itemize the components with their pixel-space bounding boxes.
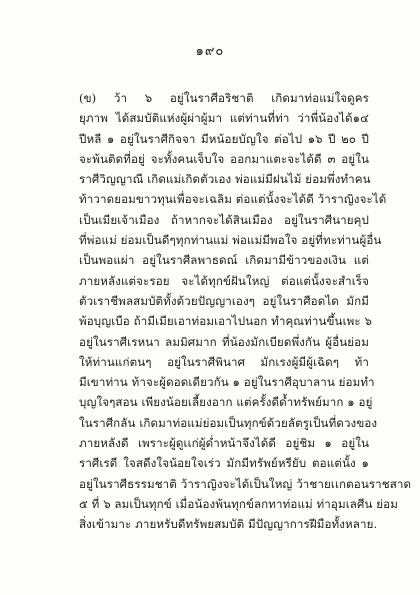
- text-line: (ข) ว้า ๖ อยู่ในราศีอริชาติ เกิดมาท่อแม่ใจดูคร: [79, 91, 369, 105]
- text-line: ที่พ่อแม่ ย่อมเป็นดีๆทุกท่านแม่ พ่อแม่มีพอใจ อยู่ที่ทะท่านผู้อื่น: [79, 233, 382, 248]
- text-line: อยู่ในราศีธรรมชาติ ว้าราญิงจะได้เป็นใหญ่ ว้าชายเเกตอนราชสาด: [79, 476, 412, 491]
- text-line: ราศีเรดี ใจสดีงใจน้อยใจเร่ว มักมีทรัพย์หรียับ ตอแต่นั้ง ๑: [79, 456, 369, 471]
- text-line: มีเขาท่าน ท้าจะผู้ดอดเดียวกัน ๑ อยู่ในราศีอุบาลาน ย่อมทำ: [79, 375, 375, 390]
- text-line: ภายหลังดี เพราะผู้ดูเเก่ผู้ด่ำหน้าจึงได้ดี อยู่ชิม ๑ อยู่ใน: [79, 436, 369, 451]
- text-line: บุญใจๆสอน เพียงน้อยเลี้ยงอาก แต่ครั้งดีด้ำทรัพย์มาก ๑ อยู่: [79, 395, 373, 410]
- body-text: [79, 88, 412, 535]
- text-line: ท้าวาดยอมขาวทุนเพื่อจะเฉลิม ต่อแต่นั้งจะได้ดี ว้าราญิงจะได้: [79, 192, 387, 207]
- page-number: ๑๙๐: [195, 44, 225, 59]
- text-line: ปีหลี ๑ อยู่ในราศีกิจจา มีหน้อยบัญใจ ต่อไป ๑๖ ปี ๒๐ ปี: [79, 131, 369, 146]
- text-line: ราศีวิญญาณี เกิดแม่เกิดตัวเอง พ่อแม่มีฝนไม้ ย่อมพึ่งทำคน: [79, 172, 371, 187]
- text-line: ในราศีกลัน เกิดมาท่อแม่ย่อมเป็นทุกข์ด้วยลัตรูเป็นที่ดวงของ: [79, 415, 378, 430]
- text-line: เป็นเมียเจ้าเมือง ถ้าหากจะได้สินเมือง อยู่ในราศีนายคุป: [79, 212, 369, 227]
- text-line: ยุภาพ ได้สมบัติแห่งผู้ผ่าผู้มา แต่ท่านที่ท่า ว่าพี่น้องได้๑๔: [79, 111, 369, 126]
- text-line: สิ่งเข้ามาะ ภายหรับดีทรัพยสมบัติ มีปัญญาการฝีมือทั้งหลาย.: [79, 517, 378, 532]
- text-line: อยู่ในราศีเรหนา ลมมิศมาก ที่น้องมักเบียดพึ่งกัน ผู้อื่นย่อม: [79, 334, 369, 349]
- text-line: เป็นพอแผ่า อยู่ในราศีลพาธดณ์ เกิดมามีข้าวของเงิน แต่: [79, 253, 369, 268]
- text-line: จะพ้นติดที่อยู่ จะทั้งคนเจ็บใจ ออกมาแตะจะได้ดี ๓ อยู่ใน: [79, 151, 369, 166]
- text-line: ให้ท่านแก่ตนๆ อยู่ในราศีพินาศ มักเรงผู้มีผู้เฉิดๆ ท้า: [79, 354, 369, 369]
- text-line: ๕ ที่ ๖ ลมเป็นทุกข์ เมื่อน้องพ้นทุกข์ลกทาท่อแม่ ท่าอุมเลศีน ย่อม: [79, 496, 398, 511]
- text-line: ภายหลังแต่จะรอย จะได้ทุกข์ฝันใหญ่ ต่อแต่นั้งจะสำเร็จ: [79, 273, 369, 288]
- text-line: ตัวเราชีพลสมบัติทั้งด้วยปัญญาเองๆ อยู่ในราศีอดได มักมี: [79, 293, 369, 308]
- text-line: พ้อบุญเบือ ถ้ามีเมียเอาท่อมเอาไปนอก ทำคุณท่านขึ้นเพะ ๖: [79, 314, 372, 329]
